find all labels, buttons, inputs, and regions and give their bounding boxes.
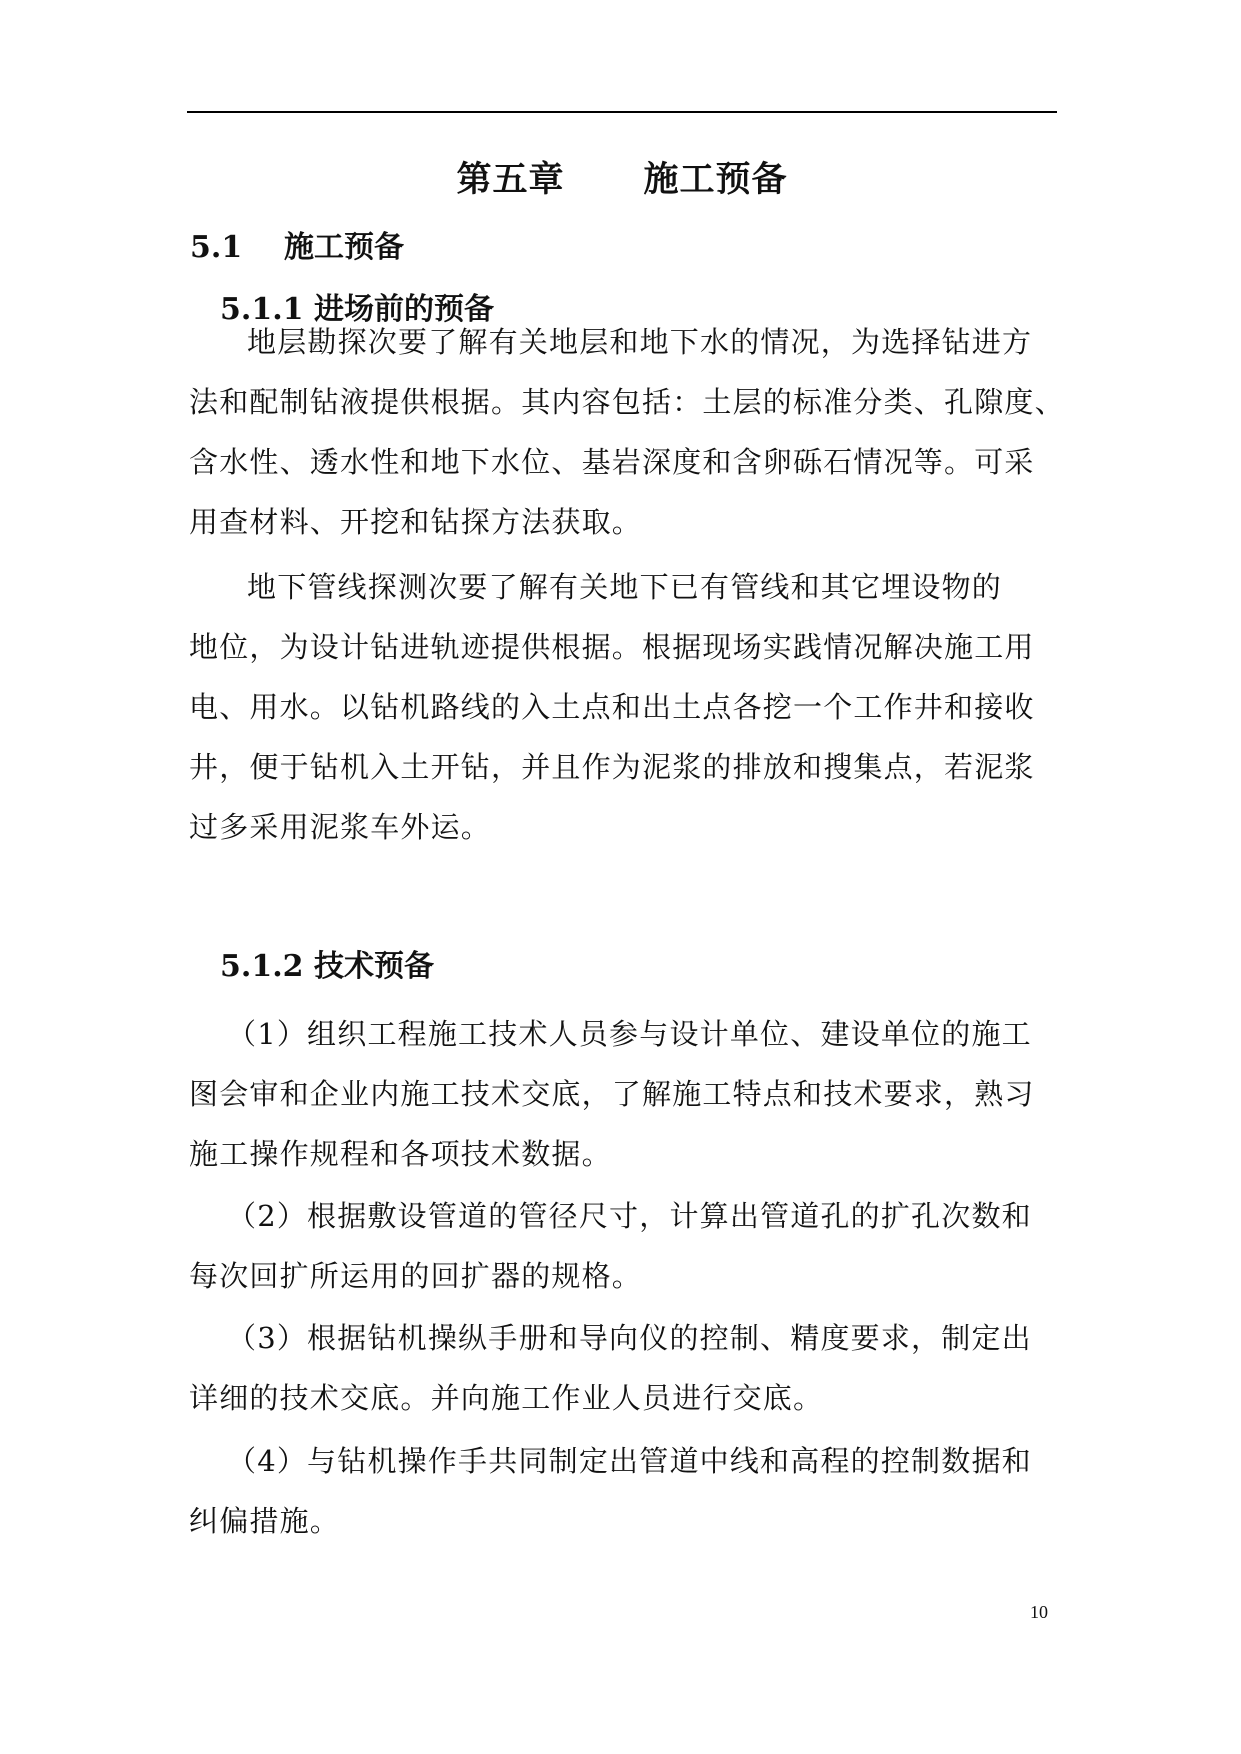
text-line: 地下管线探测次要了解有关地下已有管线和其它埋设物的: [247, 570, 1003, 604]
list-item-4: [189, 1431, 1059, 1551]
text-line: 施工操作规程和各项技术数据。: [189, 1137, 612, 1171]
text-line: 含水性、透水性和地下水位、基岩深度和含卵砾石情况等。可采: [189, 445, 1035, 479]
text-line: 井，便于钻机入土开钻，并且作为泥浆的排放和搜集点，若泥浆: [189, 750, 1035, 784]
text-line: （2）根据敷设管道的管径尺寸，计算出管道孔的扩孔次数和: [227, 1199, 1032, 1233]
text-line: （4）与钻机操作手共同制定出管道中线和高程的控制数据和: [227, 1444, 1032, 1478]
list-item-1: [189, 1004, 1059, 1184]
text-line: （1）组织工程施工技术人员参与设计单位、建设单位的施工: [227, 1017, 1032, 1051]
text-line: 每次回扩所运用的回扩器的规格。: [189, 1259, 643, 1293]
text-line: 电、用水。以钻机路线的入土点和出土点各挖一个工作井和接收: [189, 690, 1035, 724]
list-item-3: [189, 1308, 1059, 1428]
text-line: 用查材料、开挖和钻探方法获取。: [189, 505, 643, 539]
text-line: 地层勘探次要了解有关地层和地下水的情况，为选择钻进方: [247, 325, 1033, 359]
text-line: 图会审和企业内施工技术交底，了解施工特点和技术要求，熟习: [189, 1077, 1035, 1111]
text-line: 详细的技术交底。并向施工作业人员进行交底。: [189, 1381, 824, 1415]
page-number: 10: [1030, 1602, 1048, 1622]
paragraph-pipeline-detection: [189, 557, 1059, 857]
text-line: 纠偏措施。: [189, 1504, 341, 1538]
text-line: 过多采用泥浆车外运。: [189, 810, 492, 844]
subsection-heading-2: 5.1.2 技术预备: [220, 949, 434, 984]
chapter-title: 第五章 施工预备: [456, 159, 788, 200]
text-line: （3）根据钻机操纵手册和导向仪的控制、精度要求，制定出: [227, 1321, 1032, 1355]
text-line: 地位，为设计钻进轨迹提供根据。根据现场实践情况解决施工用: [189, 630, 1035, 664]
section-heading: 5.1 施工预备: [190, 230, 404, 265]
text-line: 法和配制钻液提供根据。其内容包括：土层的标准分类、孔隙度、: [189, 385, 1065, 419]
paragraph-geology: [189, 312, 1065, 552]
list-item-2: [189, 1186, 1059, 1306]
header-rule: [187, 111, 1057, 113]
subsection-heading-1: 5.1.1 进场前的预备: [220, 292, 494, 327]
